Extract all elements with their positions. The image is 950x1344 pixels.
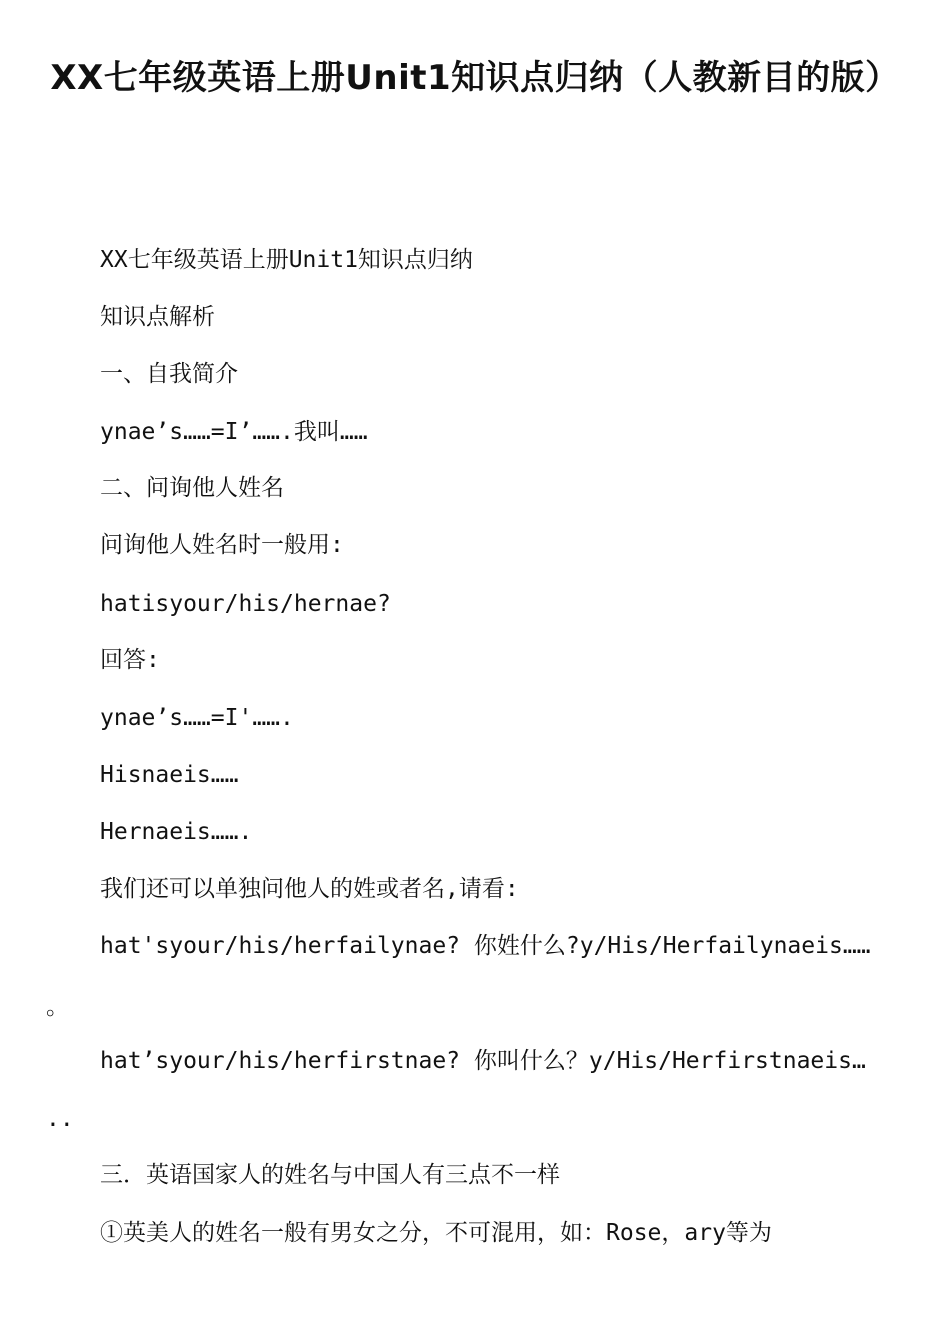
text-line: 回答: [100, 647, 160, 673]
text-line: 知识点解析 [100, 304, 215, 330]
text-line: ynae’s……=I'……. [100, 705, 294, 731]
text-line-continuation: 。 [46, 994, 69, 1020]
text-line: hat’syour/his/herfirstnae? 你叫什么？y/His/Herfirstnaeis… [100, 1048, 866, 1074]
section-heading: 一、自我简介 [100, 361, 238, 387]
text-line: ①英美人的姓名一般有男女之分，不可混用，如：Rose，ary等为 [100, 1220, 772, 1246]
text-line: 我们还可以单独问他人的姓或者名,请看: [100, 876, 519, 902]
text-line: 问询他人姓名时一般用: [100, 532, 344, 558]
section-heading: 三．英语国家人的姓名与中国人有三点不一样 [100, 1162, 560, 1188]
text-line: hatisyour/his/hernae? [100, 591, 391, 617]
text-line-continuation: .. [46, 1106, 74, 1132]
document-title: XX七年级英语上册Unit1知识点归纳（人教新目的版） [50, 58, 900, 98]
text-line: hat'syour/his/herfailynae? 你姓什么?y/His/Herfailynaeis…… [100, 933, 871, 959]
text-line: XX七年级英语上册Unit1知识点归纳 [100, 247, 473, 273]
section-heading: 二、问询他人姓名 [100, 475, 284, 501]
text-line: Hisnaeis…… [100, 762, 239, 788]
text-line: ynae’s……=I’…….我叫…… [100, 419, 368, 445]
text-line: Hernaeis……. [100, 819, 253, 845]
